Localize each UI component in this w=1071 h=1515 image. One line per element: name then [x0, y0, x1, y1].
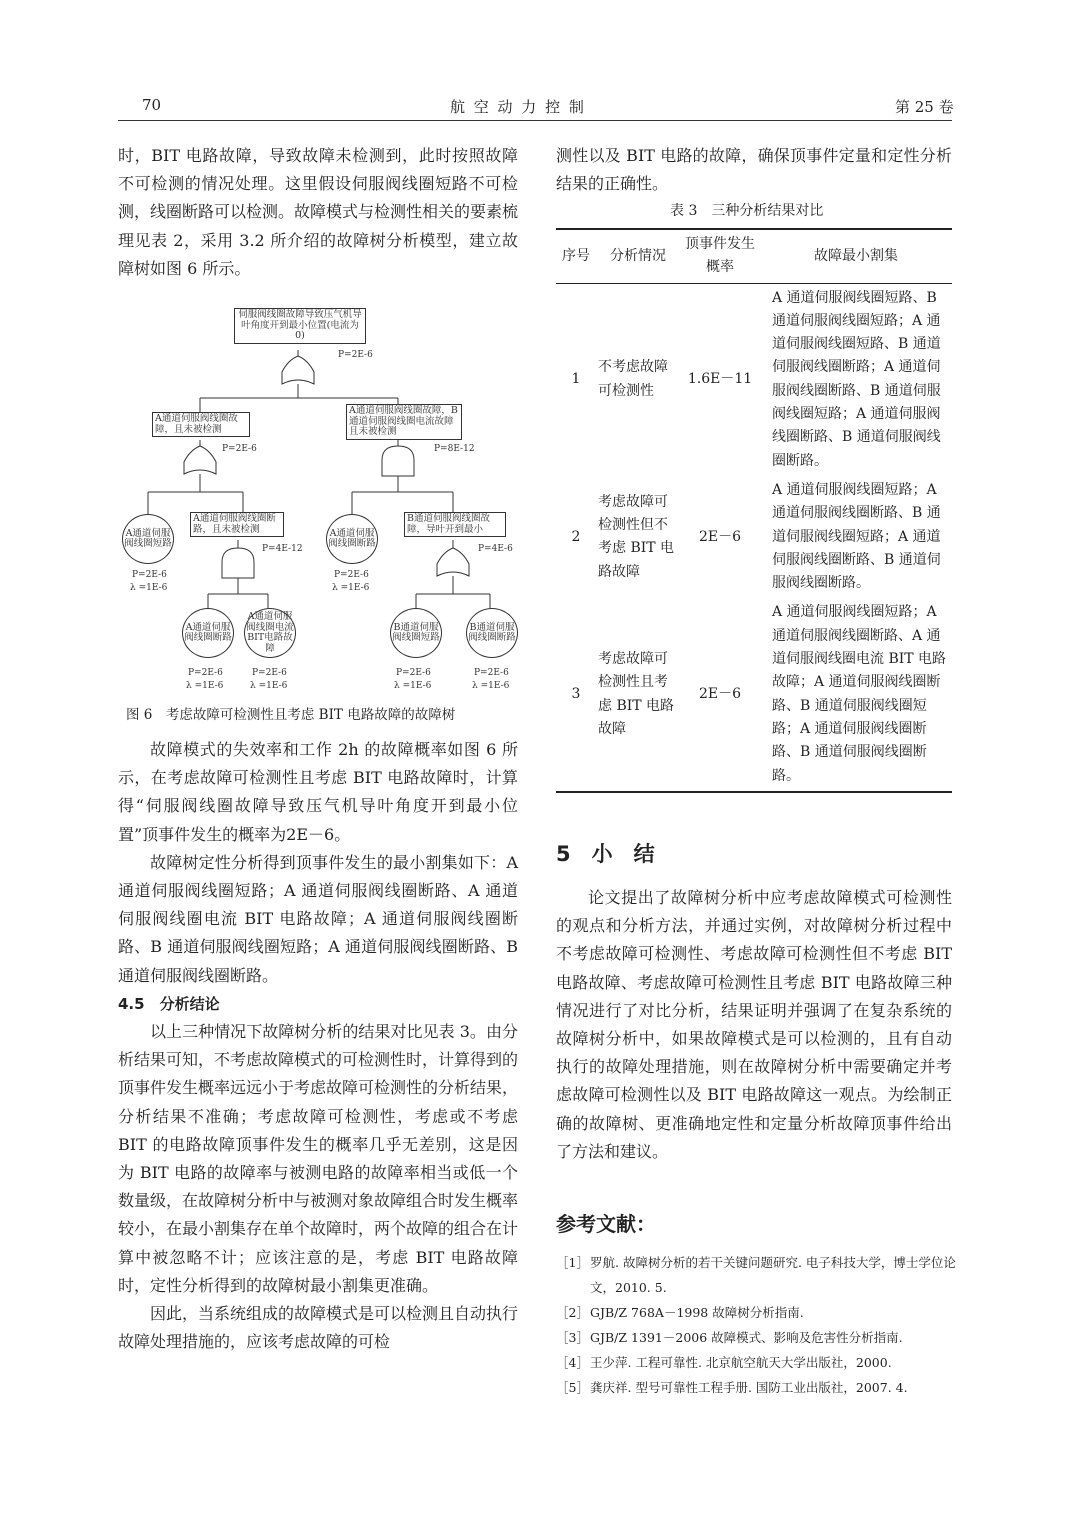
volume-label: 第 25 卷 [895, 98, 954, 116]
summary-section [556, 884, 952, 1166]
cell-no: 3 [556, 598, 596, 791]
leaf-a-open-probability: P=2E-6 [188, 668, 223, 678]
table-row [556, 283, 952, 476]
cell-no: 2 [571, 528, 581, 545]
cell-case: 不考虑故障可检测性 [598, 359, 668, 399]
reference-item: ［2］ GJB/Z 768A－1998 故障树分析指南. [556, 1305, 804, 1320]
paragraph: 以上三种情况下故障树分析的结果对比见表 3。由分析结果可知，不考虑故障模式的可检测性时，计算得到的顶事件发生概率远远小于考虑故障可检测性的分析结果，分析结果不准确；考虑故障可检测性，考虑或不考虑 BIT 的电路故障顶事件发生的概率几乎无差别，这是因为 BIT 电路的故障率与被测电路的故障率相当或低一个数量级，在故障树分析中与被测对象故障组合时发生概率较小，在最小割集存在单个故障时，两个故障的组合在计算中被忽略不计；应该注意的是，考虑 BIT 电路故障时，定性分析得到的故障树最小割集更准确。 [118, 1022, 519, 1295]
leaf-b-open-probability: P=2E-6 [474, 668, 509, 678]
a-open-probability: P=2E-6 [334, 570, 369, 580]
figure-caption: 图 6 考虑故障可检测性且考虑 BIT 电路故障的故障树 [126, 707, 456, 723]
leaf-b-open: B通道伺服阀线圈断路 [466, 608, 518, 658]
intermediate-event-right: A通道伺服阀线圈故障，B通道伺服阀线圈电流故障且未被检测 [346, 404, 462, 440]
section-heading: 4.5 分析结论 [118, 994, 220, 1013]
a-open-failure-rate: λ =1E-6 [332, 583, 370, 593]
table-row [556, 476, 952, 598]
reference-item: ［5］ 龚庆祥. 型号可靠性工程手册. 国防工业出版社，2007. 4. [556, 1380, 908, 1395]
a-short-failure-rate: λ =1E-6 [130, 583, 168, 593]
intermediate-right-probability: P=8E-12 [434, 444, 475, 454]
reference-item: ［4］ 王少萍. 工程可靠性. 北京航空航天大学出版社，2000. [556, 1355, 892, 1370]
leaf-b-short-probability: P=2E-6 [396, 668, 431, 678]
reference-item: ［3］ GJB/Z 1391－2006 故障模式、影响及危害性分析指南. [556, 1330, 903, 1345]
leaf-a-open-failure-rate: λ =1E-6 [186, 681, 224, 691]
journal-name: 航 空 动 力 控 制 [450, 98, 586, 116]
cell-cutsets: A 通道伺服阀线圈短路；A 通道伺服阀线圈断路、B 通道伺服阀线圈短路；A 通道伺服阀线圈断路、B 通道伺服阀线圈断路。 [772, 481, 941, 592]
references-list [556, 1250, 956, 1400]
a-short-probability: P=2E-6 [132, 570, 167, 580]
cell-probability: 2E－6 [698, 528, 742, 545]
cell-probability: 1.6E－11 [687, 371, 753, 388]
left-column-bottom [118, 736, 518, 1356]
header-cell: 故障最小割集 [760, 229, 952, 283]
cell-cutsets: A 通道伺服阀线圈短路、B 通道伺服阀线圈短路；A 通道伺服阀线圈短路、B 通道伺服阀线圈断路；A 通道伺服阀线圈断路、B 通道伺服阀线圈短路；A 通道伺服阀线圈断路、B 通道伺服阀线圈断路。 [772, 289, 941, 469]
table-row [556, 598, 952, 791]
header-cell: 分析情况 [596, 229, 680, 283]
fault-tree-figure [118, 298, 528, 728]
cell-cutsets: A 通道伺服阀线圈短路；A 通道伺服阀线圈断路、A 通道伺服阀线圈电流 BIT 电路故障；A 通道伺服阀线圈断路、B 通道伺服阀线圈短路；A 通道伺服阀线圈断路、B 通道伺服阀线圈断路。 [760, 598, 952, 791]
leaf-b-open-failure-rate: λ =1E-6 [472, 681, 510, 691]
leaf-a-bit-fault: A通道伺服阀线圈电流BIT电路故障 [244, 608, 296, 658]
basic-event-a-short: A通道伺服阀线圈短路 [122, 514, 174, 564]
comparison-table [556, 228, 952, 793]
right-column-top [556, 142, 952, 198]
intermediate-event-left: A通道伺服阀线圈故障，且未被检测 [152, 412, 250, 437]
cell-case: 考虑故障可检测性且考虑 BIT 电路故障 [596, 598, 680, 791]
paragraph: 故障树定性分析得到顶事件发生的最小割集如下：A 通道伺服阀线圈短路；A 通道伺服阀线圈断路、A 通道伺服阀线圈电流 BIT 电路故障；A 通道伺服阀线圈断路、B 通道伺服阀线圈短路；A 通道伺服阀线圈断路、B 通道伺服阀线圈断路。 [118, 852, 518, 985]
paragraph: 因此，当系统组成的故障模式是可以检测且自动执行故障处理措施的，应该考虑故障的可检 [118, 1304, 519, 1352]
cell-case: 考虑故障可检测性但不考虑 BIT 电路故障 [598, 493, 675, 580]
paragraph: 论文提出了故障树分析中应考虑故障模式可检测性的观点和分析方法，并通过实例，对故障树分析过程中不考虑故障可检测性、考虑故障可检测性但不考虑 BIT 电路故障、考虑故障可检测性且考虑 BIT 电路故障三种情况进行了对比分析，结果证明并强调了在复杂系统的故障树分析中，如果故障模式是可以检测的，且有自动执行的故障处理措施，则在故障树分析中需要确定并考虑故障可检测性以及 BIT 电路故障这一观点。为绘制正确的故障树、更准确地定性和定量分析故障顶事件给出了方法和建议。 [556, 888, 952, 1161]
leaf-a-open: A通道伺服阀线圈断路 [182, 608, 234, 658]
leaf-a-bit-failure-rate: λ =1E-6 [250, 681, 288, 691]
cell-probability: 2E－6 [680, 598, 760, 791]
top-event-box: 伺服阀线圈故障导致压气机导叶角度开到最小位置(电流为0) [234, 308, 366, 344]
top-event-probability: P=2E-6 [338, 350, 373, 360]
b-fault-probability: P=4E-6 [478, 544, 513, 554]
basic-event-a-open: A通道伺服阀线圈断路 [326, 514, 378, 564]
references-heading: 参考文献： [556, 1212, 656, 1236]
a-open-undetected-probability: P=4E-12 [262, 544, 303, 554]
leaf-b-short: B通道伺服阀线圈短路 [390, 608, 442, 658]
header-cell: 顶事件发生概率 [680, 229, 760, 283]
header-cell: 序号 [556, 229, 596, 283]
left-column-top [118, 142, 518, 283]
reference-item: ［1］ 罗航. 故障树分析的若干关键问题研究. 电子科技大学，博士学位论文，2010. 5. [556, 1255, 956, 1295]
paragraph: 故障模式的失效率和工作 2h 的故障概率如图 6 所示，在考虑故障可检测性且考虑 BIT 电路故障时，计算得“伺服阀线圈故障导致压气机导叶角度开到最小位置”顶事件发生的概率为2E－6。 [118, 740, 518, 844]
leaf-a-bit-probability: P=2E-6 [252, 668, 287, 678]
section-5-heading: 5 小 结 [556, 842, 655, 866]
table-title: 表 3 三种分析结果对比 [670, 203, 824, 219]
header-rule [118, 120, 952, 121]
intermediate-left-probability: P=2E-6 [222, 444, 257, 454]
paragraph: 测性以及 BIT 电路的故障，确保顶事件定量和定性分析结果的正确性。 [556, 146, 952, 194]
leaf-b-short-failure-rate: λ =1E-6 [394, 681, 432, 691]
intermediate-b-fault: B通道伺服阀线圈故障，导叶开到最小 [404, 512, 506, 537]
page-number: 70 [142, 96, 162, 114]
intermediate-a-open-undetected: A通道伺服阀线圈断路，且未被检测 [190, 512, 284, 537]
table-header-row [556, 229, 952, 283]
cell-no: 1 [571, 371, 581, 388]
paragraph: 时，BIT 电路故障，导致故障未检测到，此时按照故障不可检测的情况处理。这里假设伺服阀线圈短路不可检测，线圈断路可以检测。故障模式与检测性相关的要素梳理见表 2，采用 3.2 所介绍的故障树分析模型，建立故障树如图 6 所示。 [118, 146, 519, 278]
